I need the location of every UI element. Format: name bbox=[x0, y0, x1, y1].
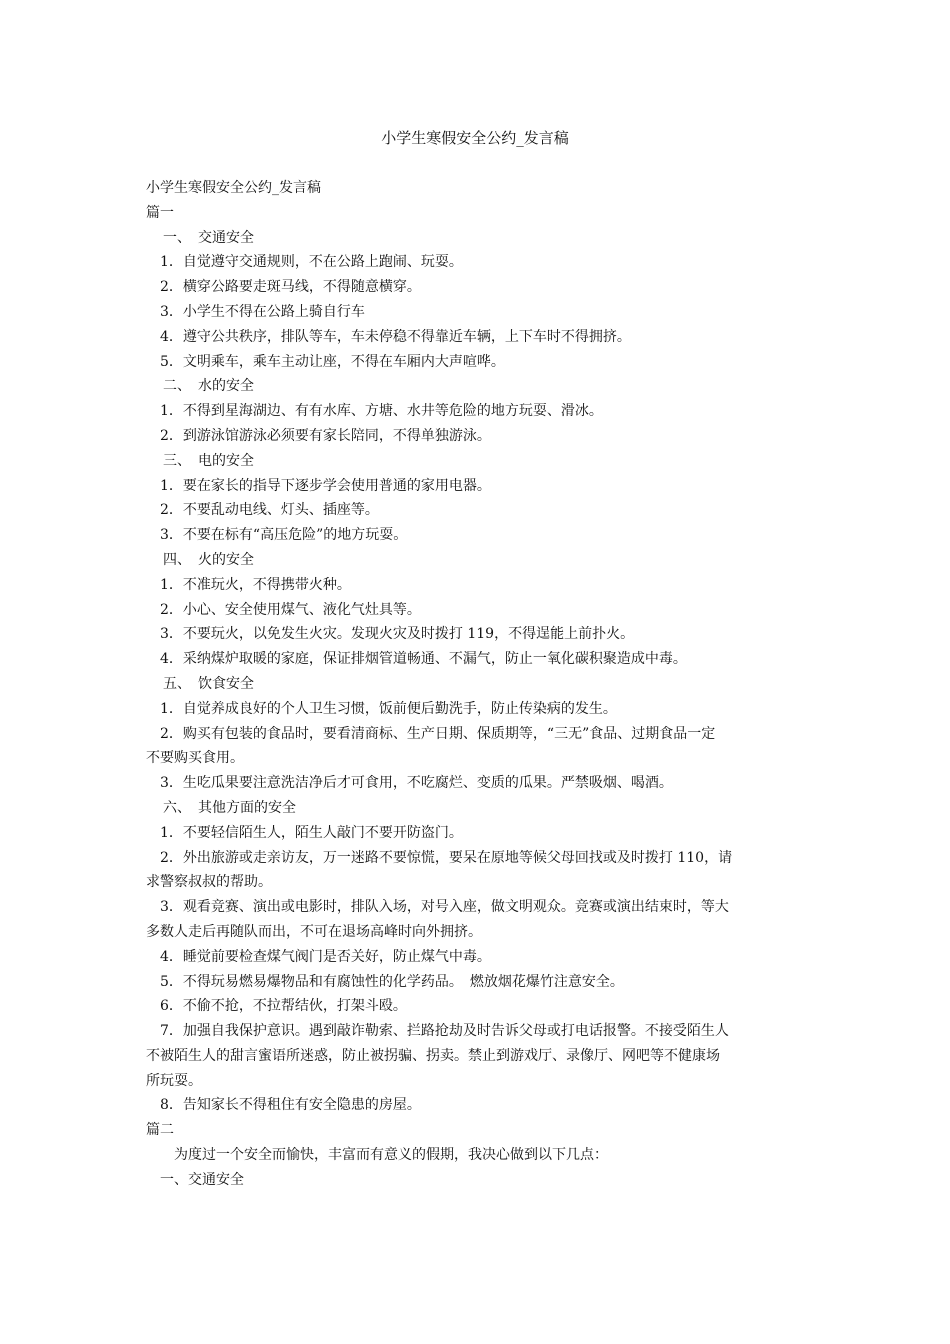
text-line: 2．到游泳馆游泳必须要有家长陪同，不得单独游泳。 bbox=[160, 427, 491, 444]
text-line: 5．不得玩易燃易爆物品和有腐蚀性的化学药品。 燃放烟花爆竹注意安全。 bbox=[160, 973, 624, 990]
text-line: 多数人走后再随队而出，不可在退场高峰时向外拥挤。 bbox=[146, 923, 482, 940]
text-line: 4．遵守公共秩序，排队等车，车未停稳不得靠近车辆，上下车时不得拥挤。 bbox=[160, 328, 631, 345]
text-line: 四、 火的安全 bbox=[163, 551, 254, 568]
text-line: 4．采纳煤炉取暖的家庭，保证排烟管道畅通、不漏气，防止一氧化碳积聚造成中毒。 bbox=[160, 651, 687, 668]
text-line: 一、 交通安全 bbox=[163, 229, 254, 246]
text-line: 3．小学生不得在公路上骑自行车 bbox=[160, 303, 365, 320]
text-line: 1．不得到星海湖边、有有水库、方塘、水井等危险的地方玩耍、滑冰。 bbox=[160, 403, 603, 420]
text-line: 六、 其他方面的安全 bbox=[163, 799, 296, 816]
text-line: 2．外出旅游或走亲访友，万一迷路不要惊慌，要呆在原地等候父母回找或及时拨打 110，请 bbox=[160, 849, 733, 866]
text-line: 3．不要玩火，以免发生火灾。发现火灾及时拨打 119，不得逞能上前扑火。 bbox=[160, 626, 635, 643]
text-line: 1．自觉遵守交通规则，不在公路上跑闹、玩耍。 bbox=[160, 254, 463, 271]
text-line: 3．生吃瓜果要注意洗洁净后才可食用，不吃腐烂、变质的瓜果。严禁吸烟、喝酒。 bbox=[160, 775, 673, 792]
text-line: 3．观看竞赛、演出或电影时，排队入场，对号入座，做文明观众。竞赛或演出结束时，等大 bbox=[160, 899, 729, 916]
text-line: 5．文明乘车，乘车主动让座，不得在车厢内大声喧哗。 bbox=[160, 353, 505, 370]
text-line: 1．不要轻信陌生人，陌生人敲门不要开防盗门。 bbox=[160, 824, 463, 841]
text-line: 不被陌生人的甜言蜜语所迷惑，防止被拐骗、拐卖。禁止到游戏厅、录像厅、网吧等不健康场 bbox=[146, 1047, 720, 1064]
text-line: 三、 电的安全 bbox=[163, 452, 254, 469]
text-line: 篇一 bbox=[146, 204, 174, 221]
text-line: 2．横穿公路要走斑马线，不得随意横穿。 bbox=[160, 279, 421, 296]
text-line: 不要购买食用。 bbox=[146, 750, 244, 767]
text-line: 2．购买有包装的食品时，要看清商标、生产日期、保质期等，“三无”食品、过期食品一定 bbox=[160, 725, 716, 742]
document-body bbox=[146, 176, 808, 1193]
text-line: 所玩耍。 bbox=[146, 1072, 202, 1089]
text-line: 4．睡觉前要检查煤气阀门是否关好，防止煤气中毒。 bbox=[160, 948, 491, 965]
text-line: 2．小心、安全使用煤气、液化气灶具等。 bbox=[160, 601, 421, 618]
text-line: 二、 水的安全 bbox=[163, 378, 254, 395]
text-line: 6．不偷不抢，不拉帮结伙，打架斗殴。 bbox=[160, 998, 407, 1015]
text-line: 小学生寒假安全公约_发言稿 bbox=[146, 180, 321, 196]
text-line: 求警察叔叔的帮助。 bbox=[146, 874, 272, 891]
text-line: 1．要在家长的指导下逐步学会使用普通的家用电器。 bbox=[160, 477, 491, 494]
text-line: 篇二 bbox=[146, 1122, 174, 1139]
text-line: 2．不要乱动电线、灯头、插座等。 bbox=[160, 502, 379, 519]
document-title: 小学生寒假安全公约_发言稿 bbox=[381, 129, 569, 147]
text-line: 8．告知家长不得租住有安全隐患的房屋。 bbox=[160, 1097, 421, 1114]
text-line: 1．自觉养成良好的个人卫生习惯，饭前便后勤洗手，防止传染病的发生。 bbox=[160, 700, 617, 717]
text-line: 3．不要在标有“高压危险”的地方玩耍。 bbox=[160, 527, 408, 544]
text-line: 7．加强自我保护意识。遇到敲诈勒索、拦路抢劫及时告诉父母或打电话报警。不接受陌生人 bbox=[160, 1023, 729, 1040]
text-line: 一、交通安全 bbox=[160, 1171, 244, 1188]
text-line: 五、 饮食安全 bbox=[163, 675, 254, 692]
text-line: 1．不准玩火，不得携带火种。 bbox=[160, 576, 351, 593]
text-line: 为度过一个安全而愉快，丰富而有意义的假期，我决心做到以下几点： bbox=[160, 1147, 608, 1164]
